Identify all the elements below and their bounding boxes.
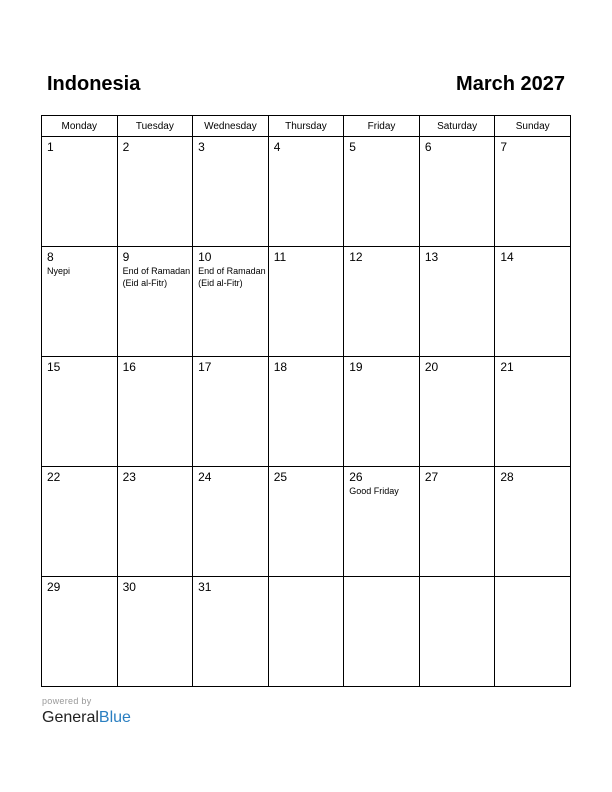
day-number: 7 — [500, 140, 508, 154]
week-row — [42, 247, 571, 357]
day-number — [495, 577, 570, 581]
day-number: 15 — [47, 360, 61, 374]
day-cell — [419, 577, 495, 687]
day-number: 22 — [47, 470, 61, 484]
day-number — [344, 577, 419, 581]
day-cell — [419, 137, 495, 247]
day-cell — [193, 137, 269, 247]
day-cell — [344, 137, 420, 247]
day-cell — [117, 467, 193, 577]
day-cell — [42, 467, 118, 577]
day-number: 3 — [198, 140, 205, 154]
holiday-label: Good Friday — [349, 486, 399, 496]
holiday-label: End of Ramadan (Eid al-Fitr) — [122, 266, 191, 288]
day-cell — [117, 357, 193, 467]
day-cell — [117, 577, 193, 687]
day-number: 21 — [500, 360, 514, 374]
day-number: 2 — [122, 140, 130, 154]
day-number: 9 — [122, 250, 130, 264]
brand-blue: Blue — [98, 709, 131, 726]
day-number: 30 — [122, 580, 136, 594]
day-cell — [193, 577, 269, 687]
day-cell — [268, 577, 344, 687]
footer — [42, 696, 131, 728]
day-cell — [42, 137, 118, 247]
day-cell — [42, 577, 118, 687]
day-number: 17 — [198, 360, 212, 374]
brand-logo — [42, 708, 131, 728]
day-number: 24 — [198, 470, 212, 484]
day-number — [269, 577, 344, 581]
day-cell — [117, 247, 193, 357]
day-number: 28 — [500, 470, 514, 484]
day-cell — [495, 467, 571, 577]
day-cell — [419, 357, 495, 467]
day-number: 12 — [349, 250, 363, 264]
day-number: 23 — [122, 470, 136, 484]
day-number: 27 — [424, 470, 439, 484]
day-cell — [268, 357, 344, 467]
day-cell — [193, 357, 269, 467]
day-number: 29 — [47, 580, 61, 594]
day-number: 4 — [273, 140, 281, 154]
day-number — [420, 577, 495, 581]
weekday-header: Monday — [42, 116, 118, 137]
weekday-header: Thursday — [268, 116, 344, 137]
day-cell — [42, 357, 118, 467]
day-number: 16 — [122, 360, 136, 374]
day-cell — [495, 247, 571, 357]
day-cell — [495, 357, 571, 467]
brand-general: General — [42, 709, 99, 726]
calendar-grid — [41, 115, 571, 687]
day-number: 14 — [500, 250, 514, 264]
day-number: 19 — [349, 360, 363, 374]
day-cell — [268, 247, 344, 357]
day-cell — [268, 467, 344, 577]
weekday-header: Friday — [344, 116, 420, 137]
day-number: 26 — [349, 470, 363, 484]
day-cell — [344, 247, 420, 357]
day-number: 1 — [47, 140, 54, 154]
weekday-header: Tuesday — [117, 116, 193, 137]
weekday-header: Saturday — [419, 116, 495, 137]
day-cell — [42, 247, 118, 357]
day-cell — [344, 467, 420, 577]
day-number: 20 — [424, 360, 439, 374]
day-cell — [419, 467, 495, 577]
week-row — [42, 577, 571, 687]
day-cell — [117, 137, 193, 247]
day-number: 13 — [424, 250, 439, 264]
day-number: 6 — [424, 140, 432, 154]
day-number: 10 — [198, 250, 212, 264]
day-cell — [344, 577, 420, 687]
day-cell — [419, 247, 495, 357]
day-number: 31 — [198, 580, 212, 594]
day-cell — [193, 467, 269, 577]
day-cell — [193, 247, 269, 357]
day-number: 8 — [47, 250, 54, 264]
powered-by-text: powered by — [42, 696, 92, 706]
holiday-label: End of Ramadan (Eid al-Fitr) — [198, 266, 266, 288]
week-row — [42, 467, 571, 577]
day-number: 25 — [273, 470, 288, 484]
week-row — [42, 137, 571, 247]
day-cell — [495, 137, 571, 247]
weekday-header: Sunday — [495, 116, 571, 137]
day-cell — [268, 137, 344, 247]
day-number: 5 — [349, 140, 356, 154]
weekday-header-row — [42, 116, 571, 137]
week-row — [42, 357, 571, 467]
holiday-label: Nyepi — [47, 266, 71, 276]
day-cell — [495, 577, 571, 687]
day-number: 11 — [273, 250, 287, 264]
month-title: March 2027 — [456, 73, 565, 95]
day-cell — [344, 357, 420, 467]
day-number: 18 — [273, 360, 288, 374]
page-title: Indonesia — [47, 73, 141, 95]
weekday-header: Wednesday — [193, 116, 269, 137]
